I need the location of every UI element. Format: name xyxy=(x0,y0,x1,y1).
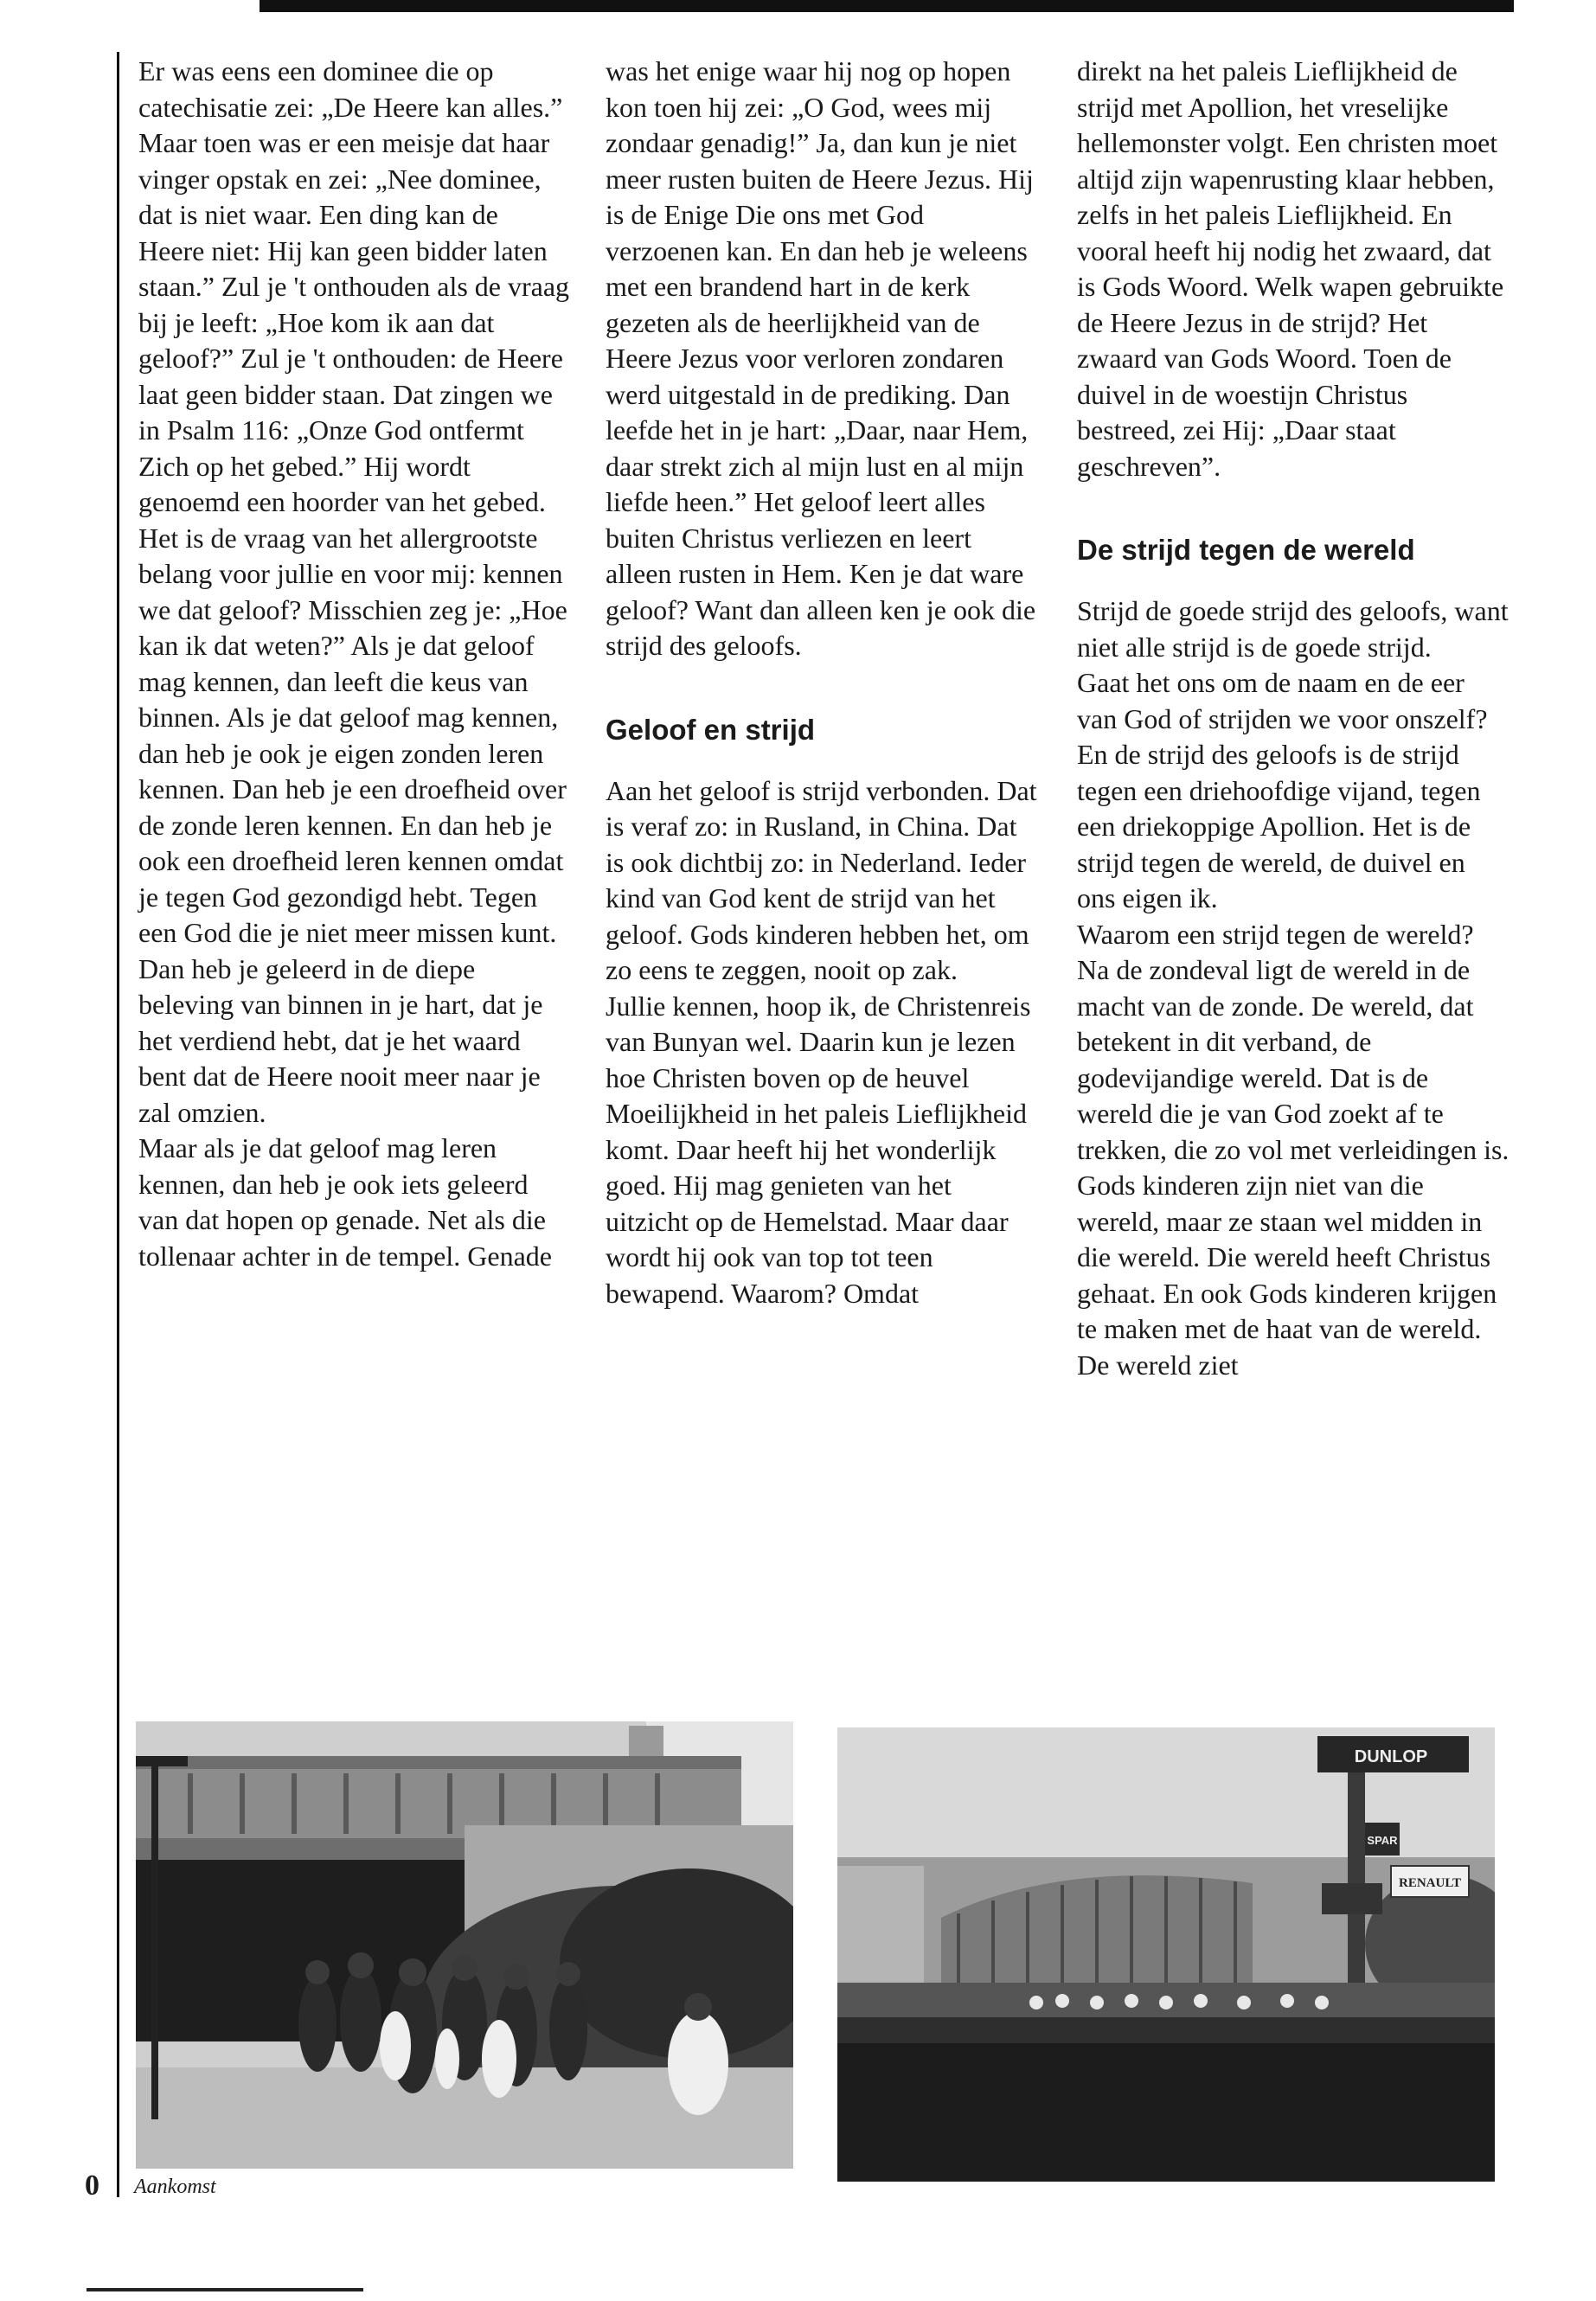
bottom-rule xyxy=(87,2288,363,2291)
paragraph: Het is de vraag van het allergrootste belang voor jullie en voor mij: kennen we dat geloof? Misschien zeg je: „Hoe kan ik dat weten?” Als je dat geloof mag kennen, dan leeft die keus van binnen. Als je dat geloof mag kennen, dan heb je ook je eigen zonden leren kennen. Dan heb je een droefheid over de zonde leren kennen. En dan heb je ook een droefheid leren kennen omdat je tegen God gezondigd hebt. Tegen een God die je niet meer missen kunt. Dan heb je geleerd in de diepe beleving van binnen in je hart, dat je het verdiend hebt, dat je het waard bent dat de Heere nooit meer naar je zal omzien. xyxy=(138,522,567,1128)
paragraph: Gaat het ons om de naam en de eer van God of strijden we voor onszelf? En de strijd des geloofs is de strijd tegen een driehoofdige vijand, tegen een driekoppige Apollion. Het is de strijd tegen de wereld, de duivel en ons eigen ik. xyxy=(1077,667,1488,913)
sign-dunlop: DUNLOP xyxy=(1354,1747,1428,1766)
paragraph: direkt na het paleis Lieflijkheid de strijd met Apollion, het vreselijke hellemonster volgt. Een christen moet altijd zijn wapenrusting klaar hebben, zelfs in het paleis Lieflijkheid. En vooral heeft hij nodig het zwaard, dat is Gods Woord. Welk wapen gebruikte de Heere Jezus in de strijd? Het zwaard van Gods Woord. Toen de duivel in de woestijn Christus bestreed, zei Hij: „Daar staat geschreven”. xyxy=(1077,55,1504,482)
section-heading-strijd-tegen-wereld: De strijd tegen de wereld xyxy=(1077,534,1415,566)
paragraph: Maar als je dat geloof mag leren kennen, dan heb je ook iets geleerd van dat hopen op genade. Net als die tollenaar achter in de tempel. Genade xyxy=(138,1132,552,1272)
sign-renault: RENAULT xyxy=(1399,1876,1461,1890)
photo-group-walking-under-viaduct xyxy=(136,1721,793,2169)
photo-illustration xyxy=(837,1727,1495,2182)
paragraph: Jullie kennen, hoop ik, de Christenreis van Bunyan wel. Daarin kun je lezen hoe Christen boven op de heuvel Moeilijkheid in het paleis Lieflijkheid komt. Daar heeft hij het wonderlijk goed. Hij mag genieten van het uitzicht op de Hemelstad. Maar daar wordt hij ook van top tot teen bewapend. Waarom? Omdat xyxy=(606,990,1031,1309)
photo-shopping-centre-with-signs xyxy=(837,1727,1495,2182)
paragraph: was het enige waar hij nog op hopen kon toen hij zei: „O God, wees mij zondaar genadig!” Ja, dan kun je niet meer rusten buiten de Heere Jezus. Hij is de Enige Die ons met God verzoenen kan. En dan heb je weleens met een brandend hart in de kerk gezeten als de heerlijkheid van de Heere Jezus voor verloren zondaren werd uitgestald in de prediking. Dan leefde het in je hart: „Daar, naar Hem, daar strekt zich al mijn lust en al mijn liefde heen.” Het geloof leert alles buiten Christus verliezen en leert alleen rusten in Hem. Ken je dat ware geloof? Want dan alleen ken je ook die strijd des geloofs. xyxy=(606,55,1036,661)
sign-spar: SPAR xyxy=(1367,1834,1398,1847)
article-column-2 xyxy=(606,54,1038,1311)
running-footer: Aankomst xyxy=(134,2176,216,2198)
page-number: 0 xyxy=(85,2170,99,2202)
left-margin-rule xyxy=(117,52,119,2197)
paragraph: Aan het geloof is strijd verbonden. Dat is veraf zo: in Rusland, in China. Dat is ook dichtbij zo: in Nederland. Ieder kind van God kent de strijd van het geloof. Gods kinderen hebben het, om zo eens te zeggen, nooit op zak. xyxy=(606,774,1037,985)
paragraph: Er was eens een dominee die op catechisatie zei: „De Heere kan alles.” Maar toen was er een meisje dat haar vinger opstak en zei: „Nee dominee, dat is niet waar. Een ding kan de Heere niet: Hij kan geen bidder laten staan.” Zul je 't onthouden als de vraag bij je leeft: „Hoe kom ik aan dat geloof?” Zul je 't onthouden: de Heere laat geen bidder staan. Dat zingen we in Psalm 116: „Onze God ontfermt Zich op het gebed.” Hij wordt genoemd een hoorder van het gebed. xyxy=(138,55,570,517)
article-column-3 xyxy=(1077,54,1509,1383)
article-column-1 xyxy=(138,54,571,1274)
section-heading-geloof-en-strijd: Geloof en strijd xyxy=(606,713,816,746)
top-rule xyxy=(260,0,1514,12)
paragraph: Strijd de goede strijd des geloofs, want niet alle strijd is de goede strijd. xyxy=(1077,595,1509,663)
photo-illustration xyxy=(136,1721,793,2169)
paragraph: Waarom een strijd tegen de wereld? Na de zondeval ligt de wereld in de macht van de zonde. De wereld, dat betekent in dit verband, de godevijandige wereld. Dat is de wereld die je van God zoekt af te trekken, die zo vol met verleidingen is. Gods kinderen zijn niet van die wereld, maar ze staan wel midden in die wereld. Die wereld heeft Christus gehaat. En ook Gods kinderen krijgen te maken met de haat van de wereld. De wereld ziet xyxy=(1077,918,1509,1381)
